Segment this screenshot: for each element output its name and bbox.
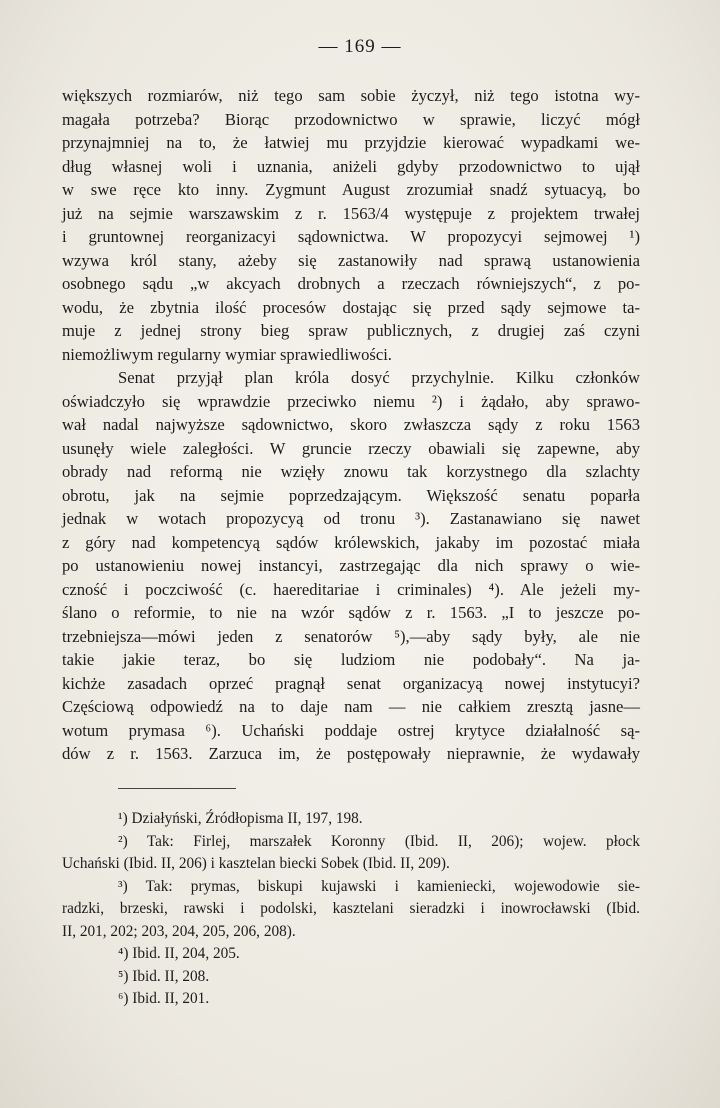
text-line: w swe ręce kto inny. Zygmunt August zrozumiał snadź sytuacyą, bo: [62, 180, 640, 199]
text-line: usunęły wiele zaległości. W gruncie rzeczy obawiali się zapewne, aby: [62, 438, 640, 458]
page-number-header: — 169 —: [318, 36, 402, 57]
footnote: ⁵) Ibid. II, 208.: [118, 967, 210, 985]
footnote-separator: [118, 788, 236, 789]
text-line: oświadczyło się wprawdzie przeciwko niemu ²) i żądało, aby sprawo-: [62, 391, 640, 411]
text-line: takie jakie teraz, bo się ludziom nie podobały“. Na ja-: [62, 650, 640, 669]
text-line: wał nadal najwyższe sądownictwo, skoro zwłaszcza sądy z roku 1563: [62, 415, 640, 434]
text-line: większych rozmiarów, niż tego sam sobie życzył, niż tego istotna wy-: [62, 86, 640, 105]
footnote-continuation: radzki, brzeski, rawski i podolski, kasztelani sieradzki i inowrocławski (Ibid.: [62, 900, 640, 917]
text-line: po ustanowieniu nowej instancyi, zastrzegając dla nich sprawy o wie-: [62, 556, 640, 575]
footnotes: [62, 808, 640, 1011]
footnote: ²) Tak: Firlej, marszałek Koronny (Ibid. II, 206); wojew. płock: [118, 832, 640, 850]
text-line: magała potrzeba? Biorąc przodownictwo w sprawie, liczyć mógł: [62, 109, 640, 129]
text-line: muje z jednej strony bieg spraw publicznych, z drugiej zaś czyni: [62, 321, 640, 340]
text-line: z góry nad kompetencyą sądów królewskich, jakaby im pozostać miała: [62, 532, 640, 552]
text-line: osobnego sądu „w akcyach drobnych a rzeczach równiejszych“, z po-: [62, 274, 640, 293]
footnote-continuation: Uchański (Ibid. II, 206) i kasztelan biecki Sobek (Ibid. II, 209).: [62, 855, 450, 872]
footnote: ¹) Działyński, Źródłopisma II, 197, 198.: [118, 810, 363, 827]
text-line: już na sejmie warszawskim z r. 1563/4 występuje z projektem trwałej: [62, 203, 640, 223]
text-line: Częściową odpowiedź na to daje nam — nie całkiem zresztą jasne—: [62, 697, 640, 716]
footnote: ⁶) Ibid. II, 201.: [118, 990, 210, 1007]
footnote-continuation: II, 201, 202; 203, 204, 205, 206, 208).: [62, 922, 296, 940]
text-line: obrady nad reformą nie wzięły znowu tak korzystnego dla szlachty: [62, 462, 640, 481]
text-line: obrotu, jak na sejmie poprzedzającym. Większość senatu poparła: [62, 485, 640, 505]
text-line: dów z r. 1563. Zarzuca im, że postępowały nieprawnie, że wydawały: [62, 744, 640, 763]
text-line: wzywa król stany, ażeby się zastanowiły nad sprawą ustanowienia: [62, 250, 640, 270]
text-line: ślano o reformie, to nie na wzór sądów z r. 1563. „I to jeszcze po-: [62, 603, 640, 622]
footnote: ⁴) Ibid. II, 204, 205.: [118, 945, 240, 962]
text-line: i gruntownej reorganizacyi sądownictwa. W propozycyi sejmowej ¹): [62, 227, 640, 246]
text-line: trzebniejsza—mówi jeden z senatorów ⁵),—aby sądy były, ale nie: [62, 626, 640, 646]
main-text: [62, 84, 640, 766]
text-line: czność i poczciwość (c. haereditariae i criminales) ⁴). Ale jeżeli my-: [62, 579, 640, 599]
text-line: jednak w wotach propozycyą od tronu ³). Zastanawiano się nawet: [62, 509, 640, 528]
text-line: kichże zasadach oprzeć pragnął senat organizacyą nowej instytucyi?: [62, 673, 640, 693]
footnote: ³) Tak: prymas, biskupi kujawski i kamieniecki, wojewodowie sie-: [118, 877, 640, 895]
text-line: wotum prymasa ⁶). Uchański poddaje ostrej krytyce działalność są-: [62, 720, 640, 740]
text-line: wodu, że zbytnia ilość procesów dostając się przed sądy sejmowe ta-: [62, 297, 640, 317]
text-line: przynajmniej na to, że łatwiej mu przyjdzie kierować wypadkami we-: [62, 133, 640, 152]
text-line: niemożliwym regularny wymiar sprawiedliwości.: [62, 344, 392, 364]
paragraph-start-line: Senat przyjął plan króla dosyć przychylnie. Kilku członków: [118, 368, 640, 387]
text-line: dług własnej woli i uznania, aniżeli gdyby przodownictwo to ujął: [62, 156, 640, 176]
